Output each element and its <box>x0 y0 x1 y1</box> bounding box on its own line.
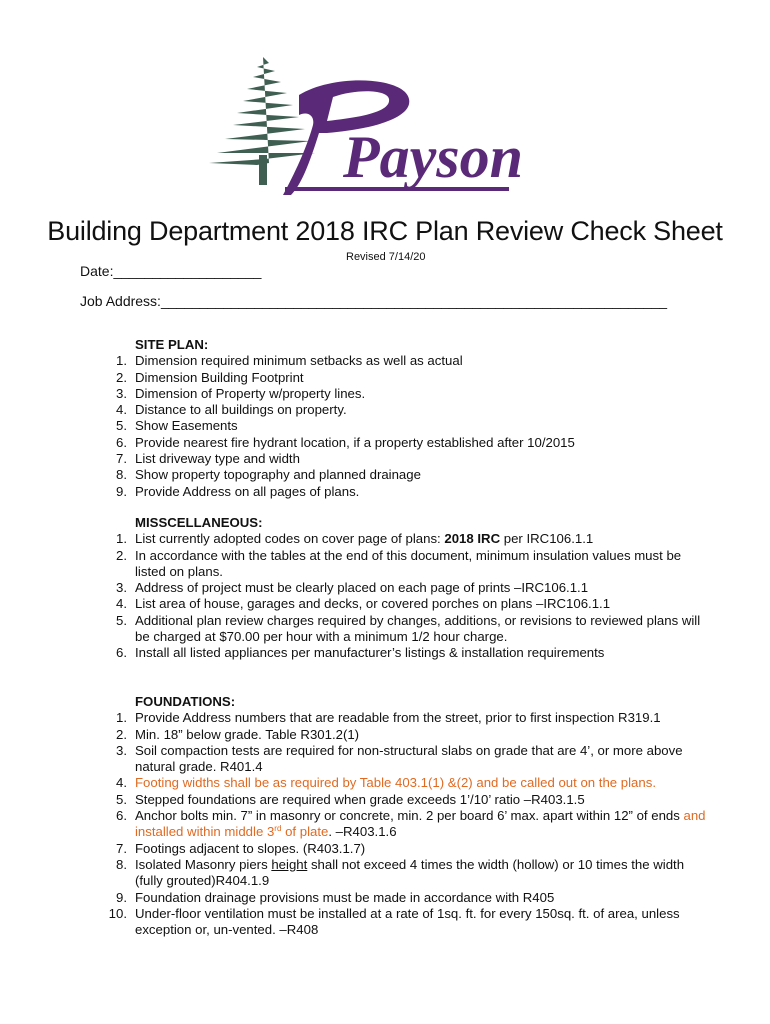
item-number: 3. <box>116 580 127 596</box>
list-item <box>116 451 695 467</box>
section-title: SITE PLAN: <box>135 337 209 352</box>
item-text: Distance to all buildings on property. <box>135 402 347 418</box>
item-text: List currently adopted codes on cover page of plans: <box>135 531 445 547</box>
ordinal-superscript: rd <box>274 824 282 834</box>
item-number: 5. <box>116 418 127 434</box>
item-text: Dimension of Property w/property lines. <box>135 385 366 401</box>
site-plan-list <box>116 353 695 500</box>
section-title: MISSCELLANEOUS: <box>135 515 263 530</box>
list-item <box>116 791 715 808</box>
item-number: 3. <box>116 385 127 401</box>
site-plan-section <box>116 337 695 500</box>
item-number: 7. <box>116 840 127 856</box>
item-text: List area of house, garages and decks, or covered porches on plans –IRC106.1.1 <box>135 596 611 612</box>
item-text: Address of project must be clearly placed on each page of prints –IRC106.1.1 <box>135 580 589 596</box>
list-item <box>116 402 695 418</box>
item-text: Dimension required minimum setbacks as well as actual <box>135 353 463 369</box>
item-number: 1. <box>116 531 127 547</box>
item-text: shall not exceed 4 times the width (hollow) or 10 times the width (fully grouted)R404.1.9 <box>135 856 685 889</box>
item-text: List driveway type and width <box>135 451 300 467</box>
logo-text: Payson <box>343 124 523 190</box>
list-item <box>116 856 715 890</box>
item-number: 8. <box>116 467 127 483</box>
list-item <box>116 726 715 743</box>
item-number: 1. <box>116 353 127 369</box>
item-text: Install all listed appliances per manufacturer’s listings & installation requirements <box>135 645 605 661</box>
list-item <box>116 645 715 661</box>
list-item <box>116 531 715 547</box>
list-item <box>116 742 715 776</box>
list-item <box>116 775 715 791</box>
item-number: 8. <box>116 856 127 872</box>
item-number: 10. <box>108 905 127 921</box>
list-item <box>116 467 695 483</box>
list-item <box>116 710 715 726</box>
item-text: Anchor bolts min. 7” in masonry or concrete, min. 2 per board 6’ max. apart within 12” of ends <box>135 808 684 824</box>
item-number: 4. <box>116 775 127 791</box>
list-item <box>116 889 715 906</box>
section-title: FOUNDATIONS: <box>135 694 236 709</box>
list-item <box>116 353 695 369</box>
item-text: per IRC106.1.1 <box>500 531 594 547</box>
list-item <box>116 547 715 581</box>
item-text: Soil compaction tests are required for non-structural slabs on grade that are 4’, or more above natural grade. R401.4 <box>135 742 683 775</box>
list-item <box>116 612 715 646</box>
item-number: 9. <box>116 889 127 905</box>
item-text-bold: 2018 IRC <box>444 531 501 547</box>
item-number: 4. <box>116 596 127 612</box>
item-number: 1. <box>116 710 127 726</box>
item-number: 3. <box>116 742 127 758</box>
list-item <box>116 596 715 612</box>
item-text: Show Easements <box>135 418 238 434</box>
item-text: Show property topography and planned drainage <box>135 467 421 483</box>
item-text-highlighted: Footing widths shall be as required by Table 403.1(1) &(2) and be called out on the plans. <box>135 775 656 791</box>
item-text: Min. 18” below grade. Table R301.2(1) <box>135 726 360 742</box>
item-number: 5. <box>116 791 127 807</box>
item-text: Provide Address numbers that are readable from the street, prior to first inspection R319.1 <box>135 710 661 726</box>
item-text: Dimension Building Footprint <box>135 369 304 385</box>
list-item <box>116 385 695 402</box>
item-number: 4. <box>116 402 127 418</box>
list-item <box>116 808 715 841</box>
item-text: . –R403.1.6 <box>328 824 397 840</box>
list-item <box>116 483 695 500</box>
item-number: 2. <box>116 369 127 385</box>
item-text: Foundation drainage provisions must be made in accordance with R405 <box>135 889 555 905</box>
item-text: Isolated Masonry piers <box>135 856 272 872</box>
date-field: Date:___________________ <box>80 263 262 279</box>
item-text-highlighted: of plate <box>281 824 329 840</box>
foundations-list <box>108 710 715 938</box>
item-number: 6. <box>116 434 127 450</box>
item-text-underlined: height <box>271 856 308 872</box>
item-number: 6. <box>116 808 127 824</box>
item-text: Stepped foundations are required when grade exceeds 1’/10’ ratio –R403.1.5 <box>135 791 585 807</box>
item-number: 7. <box>116 451 127 467</box>
page-title: Building Department 2018 IRC Plan Review Check Sheet <box>47 216 723 246</box>
item-text: Additional plan review charges required by changes, additions, or revisions to reviewed plans will be charged at $70.00 per hour with a minimum 1/2 hour charge. <box>135 612 701 645</box>
miscellaneous-section <box>116 515 715 662</box>
item-number: 9. <box>116 483 127 499</box>
item-number: 5. <box>116 612 127 628</box>
item-text: Footings adjacent to slopes. (R403.1.7) <box>135 840 366 856</box>
item-text: Provide nearest fire hydrant location, if a property established after 10/2015 <box>135 434 575 450</box>
foundations-section <box>108 694 715 938</box>
item-number: 2. <box>116 726 127 742</box>
list-item <box>116 369 695 386</box>
item-text-highlighted: and installed within middle 3 <box>135 808 706 840</box>
list-item <box>116 580 715 596</box>
item-number: 6. <box>116 645 127 661</box>
miscellaneous-list <box>116 531 715 661</box>
item-text: In accordance with the tables at the end of this document, minimum insulation values must be listed on plans. <box>135 547 682 579</box>
revised-date: Revised 7/14/20 <box>346 251 426 263</box>
item-text: Under-floor ventilation must be installed at a rate of 1sq. ft. for every 150sq. ft. of area, unless exception or, un-vented. –R408 <box>135 905 680 938</box>
list-item <box>116 434 695 451</box>
item-number: 2. <box>116 547 127 563</box>
payson-logo <box>195 55 525 205</box>
list-item <box>116 840 715 857</box>
list-item <box>116 418 695 434</box>
list-item <box>108 905 715 939</box>
job-address-field: Job Address:_________________________________________________________________ <box>80 293 668 309</box>
item-text: Provide Address on all pages of plans. <box>135 483 360 499</box>
